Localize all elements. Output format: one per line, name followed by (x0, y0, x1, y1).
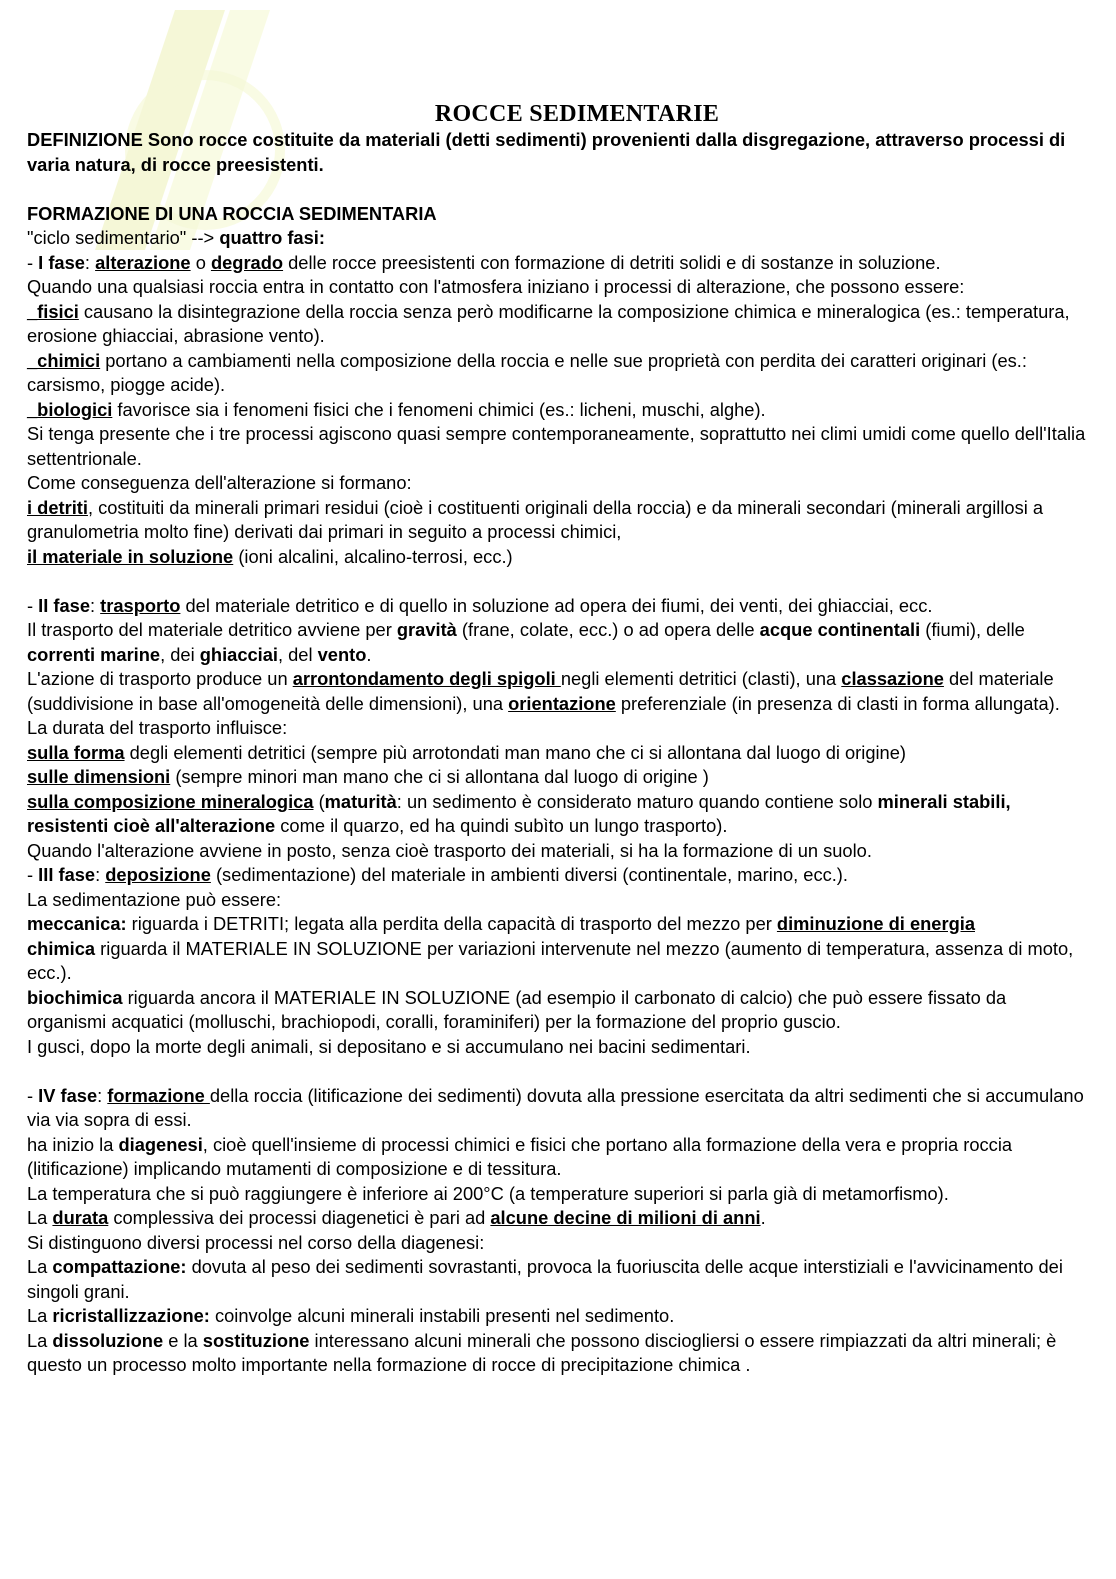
phase3-gusci: I gusci, dopo la morte degli animali, si depositano e si accumulano nei bacini sedimentari. (27, 1035, 751, 1057)
phase3-biochimica: biochimica riguarda ancora il MATERIALE IN SOLUZIONE (ad esempio il carbonato di calcio) che può essere fissato da organismi acquatici (molluschi, brachiopodi, coralli, foraminiferi) per la formazione del proprio guscio. (27, 986, 1007, 1032)
phase1-text: Quando una qualsiasi roccia entra in contatto con l'atmosfera iniziano i processi di alterazione, che possono essere: (27, 276, 965, 297)
phase2-duration: La durata del trasporto influisce: (27, 717, 288, 738)
phase2-composizione: sulla composizione mineralogica (maturità: un sedimento è considerato maturo quando contiene solo minerali stabili, resistenti cioè all'alterazione come il quarzo, ed ha quindi subìto un lungo trasporto). (27, 790, 1011, 836)
phase4-distinguono: Si distinguono diversi processi nel corso della diagenesi: (27, 1231, 485, 1253)
phase1-fisici: _fisici causano la disintegrazione della roccia senza però modificarne la composizione chimica e mineralogica (es.: temperatura, erosione ghiacciai, abrasione vento). (27, 300, 1070, 346)
phase2-transport: Il trasporto del materiale detritico avviene per gravità (frane, colate, ecc.) o ad opera delle acque continentali (fiumi), delle correnti marine, dei ghiacciai, del vento. (27, 619, 1025, 665)
phase3-intro: - III fase: deposizione (sedimentazione) del materiale in ambienti diversi (continentale, marino, ecc.). (27, 864, 848, 885)
page-title: ROCCE SEDIMENTARIE (434, 101, 720, 127)
phase3-text: La sedimentazione può essere: (27, 888, 282, 910)
phase2-action: L'azione di trasporto produce un arrontondamento degli spigoli negli elementi detritici (clasti), una classazione del materiale (suddivisione in base all'omogeneità delle dimensioni), una orientazione preferenziale (in presenza di clasti in forma allungata). (27, 668, 1060, 714)
phase2-intro: - II fase: trasporto del materiale detritico e di quello in soluzione ad opera dei fiumi, dei venti, dei ghiacciai, ecc. (27, 594, 933, 616)
phase4-temperatura: La temperatura che si può raggiungere è inferiore ai 200°C (a temperature superiori si parla già di metamorfismo). (27, 1182, 949, 1204)
phase1-detriti: i detriti, costituiti da minerali primari residui (cioè i costituenti originali della roccia) e da minerali secondari (minerali argillosi a granulometria molto fine) derivati dai primari in seguito a processi chimici, (27, 496, 1044, 542)
phase4-ricristallizzazione: La ricristallizzazione: coinvolge alcuni minerali instabili presenti nel sedimento. (27, 1305, 675, 1326)
phase4-dissoluzione: La dissoluzione e la sostituzione interessano alcuni minerali che possono disciogliersi o essere rimpiazzati da altri minerali; è questo un processo molto importante nella formazione di rocce di precipitazione chimica . (27, 1329, 1057, 1375)
definition-label: DEFINIZIONE (27, 129, 143, 150)
phase1-intro: - I fase: alterazione o degrado delle rocce preesistenti con formazione di detriti solidi e di sostanze in soluzione. (27, 251, 941, 273)
formation-heading: FORMAZIONE DI UNA ROCCIA SEDIMENTARIA (27, 202, 437, 224)
phase3-chimica: chimica riguarda il MATERIALE IN SOLUZIONE per variazioni intervenute nel mezzo (aumento di temperatura, assenza di moto, ecc.). (27, 937, 1074, 983)
phase2-forma: sulla forma degli elementi detritici (sempre più arrotondati man mano che ci si allontana dal luogo di origine) (27, 741, 906, 763)
phase4-diagenesi: ha inizio la diagenesi, cioè quell'insieme di processi chimici e fisici che portano alla formazione della vera e propria roccia (litificazione) implicando mutamenti di composizione e di tessitura. (27, 1133, 1013, 1179)
phase1-note: Si tenga presente che i tre processi agiscono quasi sempre contemporaneamente, soprattutto nei climi umidi come quello dell'Italia settentrionale. (27, 423, 1086, 469)
phase4-intro: - IV fase: formazione della roccia (litificazione dei sedimenti) dovuta alla pressione esercitata da altri sedimenti che si accumulano via via sopra di essi. (27, 1084, 1084, 1130)
cycle-line: "ciclo sedimentario" --> quattro fasi: (27, 227, 325, 248)
phase2-dimensioni: sulle dimensioni (sempre minori man mano che ci si allontana dal luogo di origine ) (27, 766, 709, 787)
phase4-durata: La durata complessiva dei processi diagenetici è pari ad alcune decine di milioni di anni. (27, 1207, 766, 1228)
phase1-chimici: _chimici portano a cambiamenti nella composizione della roccia e nelle sue proprietà con perdita dei caratteri originari (es.: carsismo, piogge acide). (27, 349, 1027, 395)
phase1-consequence: Come conseguenza dell'alterazione si formano: (27, 472, 412, 493)
phase1-soluzione: il materiale in soluzione (ioni alcalini, alcalino-terrosi, ecc.) (27, 545, 513, 567)
phase3-meccanica: meccanica: riguarda i DETRITI; legata alla perdita della capacità di trasporto del mezzo per diminuzione di energia (27, 913, 975, 934)
phase2-posto: Quando l'alterazione avviene in posto, senza cioè trasporto dei materiali, si ha la formazione di un suolo. (27, 839, 872, 861)
phase4-compattazione: La compattazione: dovuta al peso dei sedimenti sovrastanti, provoca la fuoriuscita delle acque interstiziali e l'avvicinamento dei singoli grani. (27, 1256, 1063, 1302)
document-page (27, 100, 1087, 1378)
phase1-biologici: _biologici favorisce sia i fenomeni fisici che i fenomeni chimici (es.: licheni, muschi, alghe). (27, 398, 766, 420)
definition-paragraph: DEFINIZIONE Sono rocce costituite da materiali (detti sedimenti) provenienti dalla disgregazione, attraverso processi di varia natura, di rocce preesistenti. (27, 129, 1066, 175)
